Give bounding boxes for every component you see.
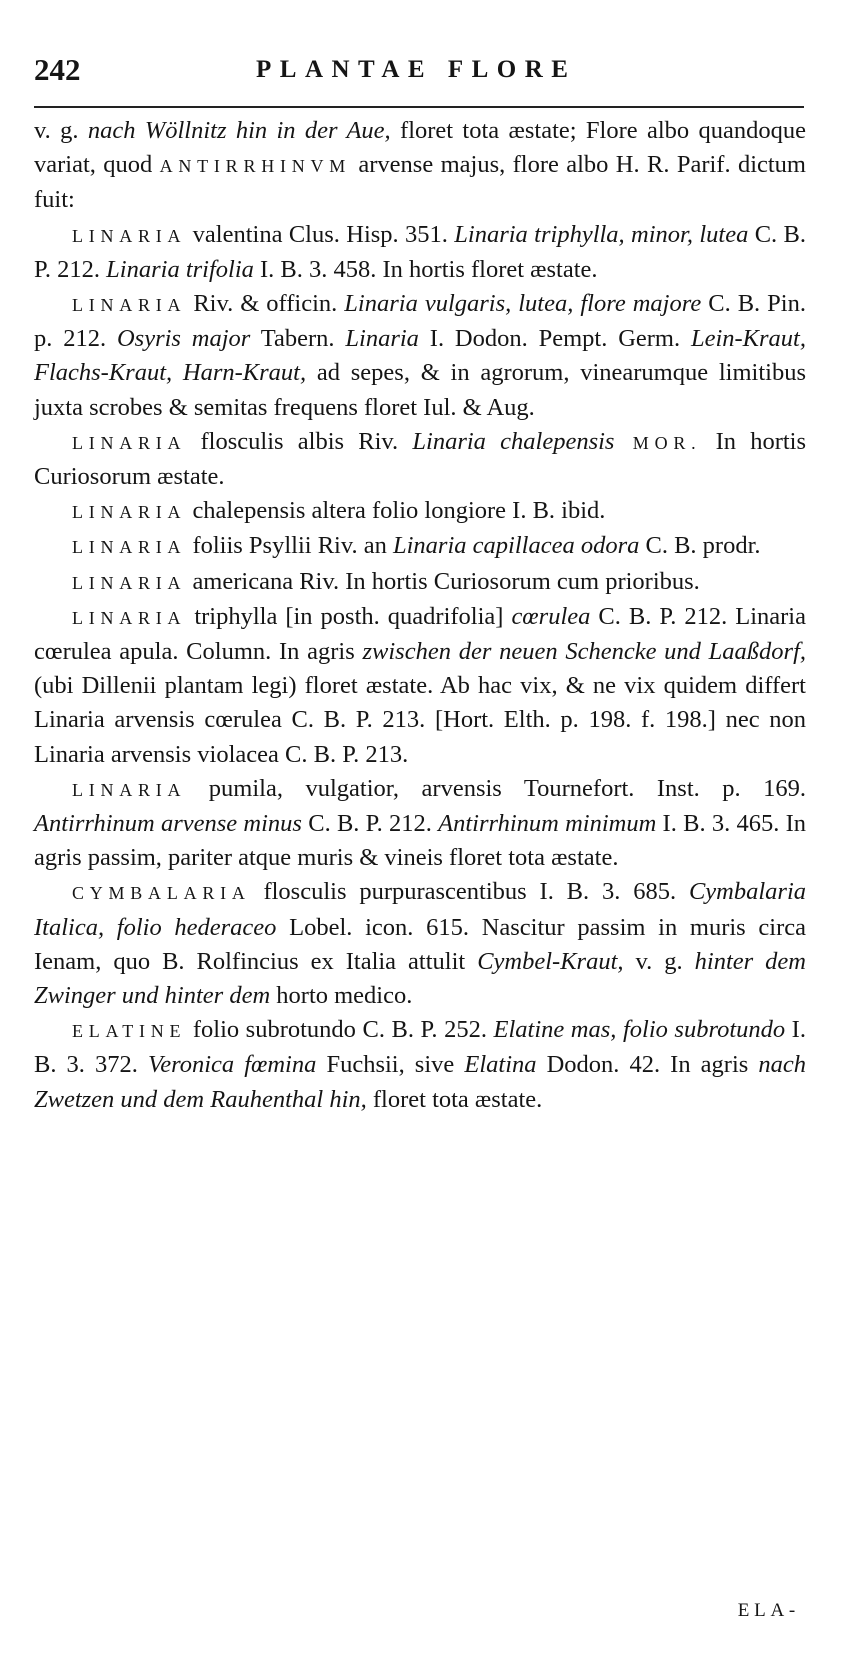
entry-paragraph xyxy=(34,287,806,425)
plant-name-caps: MOR. xyxy=(614,432,702,453)
text-run: flosculis purpurascentibus I. B. 3. 685. xyxy=(250,878,689,906)
text-run: americana Riv. In hortis Curiosorum cum prioribus. xyxy=(186,567,700,595)
text-run: folio subrotundo C. B. P. 252. xyxy=(186,1016,494,1044)
italic-text: cœrulea xyxy=(511,602,591,630)
entry-paragraph xyxy=(34,600,806,772)
text-run: v. g. xyxy=(623,947,695,975)
plant-name-caps: LINARIA xyxy=(72,432,187,453)
text-run: C. B. P. 212. xyxy=(34,220,807,283)
entry-paragraph xyxy=(34,494,806,529)
text-run: Tabern. xyxy=(250,325,346,353)
italic-text: Linaria capillacea odora xyxy=(393,532,640,560)
italic-text: nach Wöllnitz hin in der Aue, xyxy=(87,117,391,144)
plant-name-caps: LINARIA xyxy=(72,537,187,558)
entry-paragraph xyxy=(34,425,806,494)
plant-name-caps: LINARIA xyxy=(72,607,187,628)
page-number: 242 xyxy=(34,52,81,87)
italic-text: Linaria vulgaris, lutea, flore majore xyxy=(344,290,702,318)
running-title: PLANTAE FLORE xyxy=(256,56,577,83)
italic-text: zwischen der neuen Schencke und Laaßdorf, xyxy=(362,638,807,666)
italic-text: Linaria trifolia xyxy=(106,255,254,283)
text-run: (ubi Dillenii plantam legi) floret æstate. Ab hac vix, & ne vix quidem differt Linaria arvensis cœrulea C. B. P. 213. [Hort. Elth. p. 198. f. 198.] nec non Linaria arvensis violacea C. B. P. 213. xyxy=(34,672,806,768)
italic-text: Antirrhinum minimum xyxy=(438,810,657,838)
text-run: I. B. 3. 372. xyxy=(34,1016,806,1079)
italic-text: Elatine mas, folio subrotundo xyxy=(493,1016,786,1044)
page-header xyxy=(34,52,804,92)
text-run: C. B. Pin. p. 212. xyxy=(34,290,806,353)
plant-name-caps: ANTIRRHINVM xyxy=(159,156,352,177)
text-run: floret tota æstate. xyxy=(366,1085,543,1113)
text-run: chalepensis altera folio longiore I. B. ibid. xyxy=(186,497,606,525)
italic-text: hinter dem Zwinger und hinter dem xyxy=(34,947,806,1010)
italic-text: Linaria triphylla, minor, lutea xyxy=(454,220,749,248)
italic-text: Linaria xyxy=(345,325,419,353)
text-run: arvense majus, flore albo H. R. Parif. dictum fuit: xyxy=(34,151,806,214)
plant-name-caps: LINARIA xyxy=(72,295,187,316)
plant-name-caps: ELATINE xyxy=(72,1021,187,1042)
entry-paragraph xyxy=(34,218,806,287)
italic-text: Veronica fœmina xyxy=(147,1051,317,1079)
text-run: Dodon. 42. In agris xyxy=(536,1051,759,1079)
italic-text: nach Zwetzen und dem Rauhenthal hin, xyxy=(34,1051,806,1113)
text-run: foliis Psyllii Riv. an xyxy=(186,532,393,560)
italic-text: Osyris major xyxy=(116,325,251,353)
body-text xyxy=(34,114,806,1117)
plant-name-caps: LINARIA xyxy=(72,779,187,800)
text-run: I. B. 3. 465. In agris passim, pariter atque muris & vineis floret tota æstate. xyxy=(34,810,807,872)
entry-paragraph xyxy=(34,565,806,600)
text-run: C. B. prodr. xyxy=(639,532,761,560)
plant-name-caps: LINARIA xyxy=(72,225,187,246)
text-run: ad sepes, & in agrorum, vinearumque limitibus juxta scrobes & semitas frequens floret Iul. & Aug. xyxy=(34,359,807,421)
italic-text: Linaria chalepensis xyxy=(412,427,615,455)
entry-paragraph xyxy=(34,1013,806,1117)
italic-text: Cymbel-Kraut, xyxy=(477,947,624,975)
catchword: ELA- xyxy=(737,1600,800,1621)
text-run: Riv. & officin. xyxy=(186,290,345,318)
header-rule xyxy=(34,106,804,108)
text-run: In hortis Curiosorum æstate. xyxy=(34,427,807,491)
text-run: floret tota æstate; Flore albo quandoque variat, quod xyxy=(34,117,806,179)
text-run: pumila, vulgatior, arvensis Tournefort. Inst. p. 169. xyxy=(186,774,806,802)
entry-paragraph xyxy=(34,875,806,1013)
plant-name-caps: LINARIA xyxy=(72,502,187,523)
entry-paragraph xyxy=(34,529,806,564)
text-run: horto medico. xyxy=(270,982,413,1010)
plant-name-caps: LINARIA xyxy=(72,572,187,593)
text-run: I. Dodon. Pempt. Germ. xyxy=(418,325,691,353)
text-run: Lobel. icon. 615. Nascitur passim in muris circa Ienam, quo B. Rolfincius ex Italia attulit xyxy=(34,913,806,975)
italic-text: Antirrhinum arvense minus xyxy=(34,810,302,838)
text-run: I. B. 3. 458. In hortis floret æstate. xyxy=(253,255,598,283)
text-run: triphylla [in posth. quadrifolia] xyxy=(186,602,512,630)
italic-text: Elatina xyxy=(464,1051,537,1079)
text-run: Fuchsii, sive xyxy=(316,1051,465,1079)
plant-name-caps: CYMBALARIA xyxy=(72,883,251,904)
text-run: valentina Clus. Hisp. 351. xyxy=(186,220,455,248)
text-run: v. g. xyxy=(34,117,88,144)
italic-text: Lein-Kraut, Flachs-Kraut, Harn-Kraut, xyxy=(34,325,806,387)
text-run: C. B. P. 212. xyxy=(301,810,439,838)
entry-paragraph xyxy=(34,114,806,218)
text-run: flosculis albis Riv. xyxy=(186,427,413,455)
text-run: C. B. P. 212. Linaria cœrulea apula. Column. In agris xyxy=(34,602,806,666)
entry-paragraph xyxy=(34,772,806,876)
italic-text: Cymbalaria Italica, folio hederaceo xyxy=(34,878,806,941)
